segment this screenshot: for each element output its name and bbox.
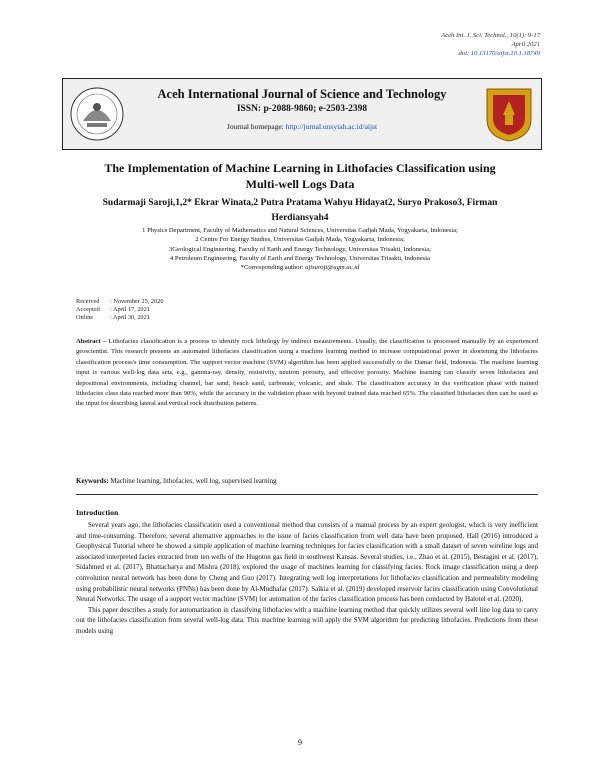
page-number: 9	[298, 738, 302, 747]
journal-issn: ISSN: p-2088-9860; e-2503-2398	[236, 104, 368, 114]
abstract	[76, 337, 538, 410]
date-label: Online	[76, 314, 94, 322]
authors-line-2: Herdiansyah4	[271, 213, 329, 223]
date-value: : April 30, 2021	[110, 314, 150, 322]
affiliation-item: 4 Petroleum Engineering, Faculty of Earth and Energy Technology, Universitas Trisakti, Indonesia	[169, 254, 430, 262]
affiliation-item: 2 Centre For Energy Studies, Universitas Gadjah Mada, Yogyakarta, Indonesia;	[195, 236, 405, 244]
date-label: Received	[76, 298, 100, 305]
intro-paragraph-2: This paper describes a study for automatization in classifying lithofacies with a machine learning method that quickly utilizes several well line log data to carry out the lithofacies classification from several well-log data. This machine learning will apply the SVM algorithm for predicting lithofacies. Predictions from these models using	[76, 605, 538, 635]
affiliation-item: 1 Physics Department, Faculty of Mathematics and Natural Sciences, Universitas Gadjah Mada, Yogyakarta, Indonesia;	[142, 227, 458, 234]
date-value: : April 17, 2021	[110, 306, 150, 314]
citation-block	[441, 31, 540, 58]
doi-label: doi:	[458, 50, 470, 57]
date-row	[76, 306, 164, 314]
keywords-text: Machine learning, lithofacies, well log, supervised learning	[110, 477, 277, 485]
intro-heading: Introduction	[76, 508, 119, 517]
date-row	[76, 314, 164, 322]
journal-name: Aceh International Journal of Science and Technology	[157, 87, 447, 101]
journal-banner	[62, 78, 542, 150]
corresponding-label: *Corresponding author:	[240, 264, 304, 272]
title-line-1: The Implementation of Machine Learning in Lithofacies Classification using	[104, 161, 496, 175]
abstract-label: Abstract –	[76, 338, 107, 345]
intro-body	[76, 520, 538, 637]
issue-date: April 2021	[511, 41, 540, 48]
abstract-text: Lithofacies classification is a process to identify rock lithology by indirect measurements. Usually, the classification is processed manually by an experienced geoscientist. This research presents an automated lithofacies classification using a machine learning method to increase computational power in shortening the lithofacies classification process's time consumption. The support vector machine (SVM) algorithm has been applied successfully to the Damar field, Indonesia. The machine learning input is various well-log data sets, e.g., gamma-ray, density, resistivity, neutron porosity, and effective porosity. Machine learning can classify seven lithofacies and depositional environments, including channel, bar sand, beach sand, carbonate, volcanic, and shale. The classification accuracy in the verification phase with trained lithofacies class data reached more than 90%, while the accuracy in the validation phase with beyond trained data reached 65%. The classified lithofacies then can be used as the input for describing lateral and vertical rock distribution patterns.	[76, 338, 538, 408]
homepage-label: Journal homepage:	[226, 122, 284, 131]
affiliation-item: 3Geological Engineering, Faculty of Earth and Energy Technology, Universitas Trisakti, Indonesia;	[168, 245, 431, 253]
author-list	[70, 196, 530, 226]
journal-citation: Aceh Int. J. Sci. Technol., 10(1): 9-17	[441, 32, 540, 39]
intro-paragraph-1: Several years ago, the lithofacies classification used a conventional method that consists of a manual process by an expert geologist, which is very inefficient and time-consuming. Therefore, several alternative approaches to the issue of facies classification from well data have been proposed. Hall (2016) introduced a Geophysical Tutorial where he showed a simple application of machine learning techniques for facies classification with a small dataset of seven wireline logs and associated interpreted facies extracted from ten wells of the Hugoton gas field in southwest Kansas. Several studies, i.e., Zhao et al. (2015), Bestagini et al. (2017), Sidahmed et al. (2017), Bhattacharya and Mishra (2018), explored the usage of machines learning for classifying facies. Rock image classification using a deep convolution neural network has been done by Cheng and Guo (2017). Integrating well log interpretations for lithofacies classification and permeability modeling using probabilistic neural networks (PNNs) has been done by Al-Mudhafar (2017). Saikia et al. (2019) developed reservoir facies classification using Convolutional Neural Networks. The usage of a support vector machine (SVM) for automation of the facies classification process has been conducted by Halotel et al. (2020).	[76, 521, 538, 604]
keywords	[76, 477, 277, 485]
university-logo-icon	[483, 85, 535, 143]
affiliations	[70, 226, 530, 272]
date-value: : November 25, 2020	[110, 298, 164, 305]
journal-homepage	[63, 122, 541, 131]
keywords-label: Keywords:	[76, 477, 109, 485]
date-label: Accepted	[76, 306, 100, 314]
title-line-2: Multi-well Logs Data	[245, 177, 355, 191]
paper-title	[60, 160, 540, 192]
homepage-link[interactable]: http://jurnal.unsyiah.ac.id/aijst	[285, 122, 378, 131]
date-row	[76, 298, 164, 306]
section-divider	[76, 494, 538, 495]
corresponding-author	[70, 263, 530, 272]
article-dates	[76, 298, 164, 323]
corresponding-email[interactable]: ajisaroji@ugm.ac.id	[305, 264, 360, 272]
authors-line-1: Sudarmaji Saroji,1,2* Ekrar Winata,2 Putra Pratama Wahyu Hidayat2, Suryo Prakoso3, Firman	[102, 198, 498, 208]
doi-link[interactable]: 10.13170/aijst.10.1.18749	[470, 50, 540, 57]
